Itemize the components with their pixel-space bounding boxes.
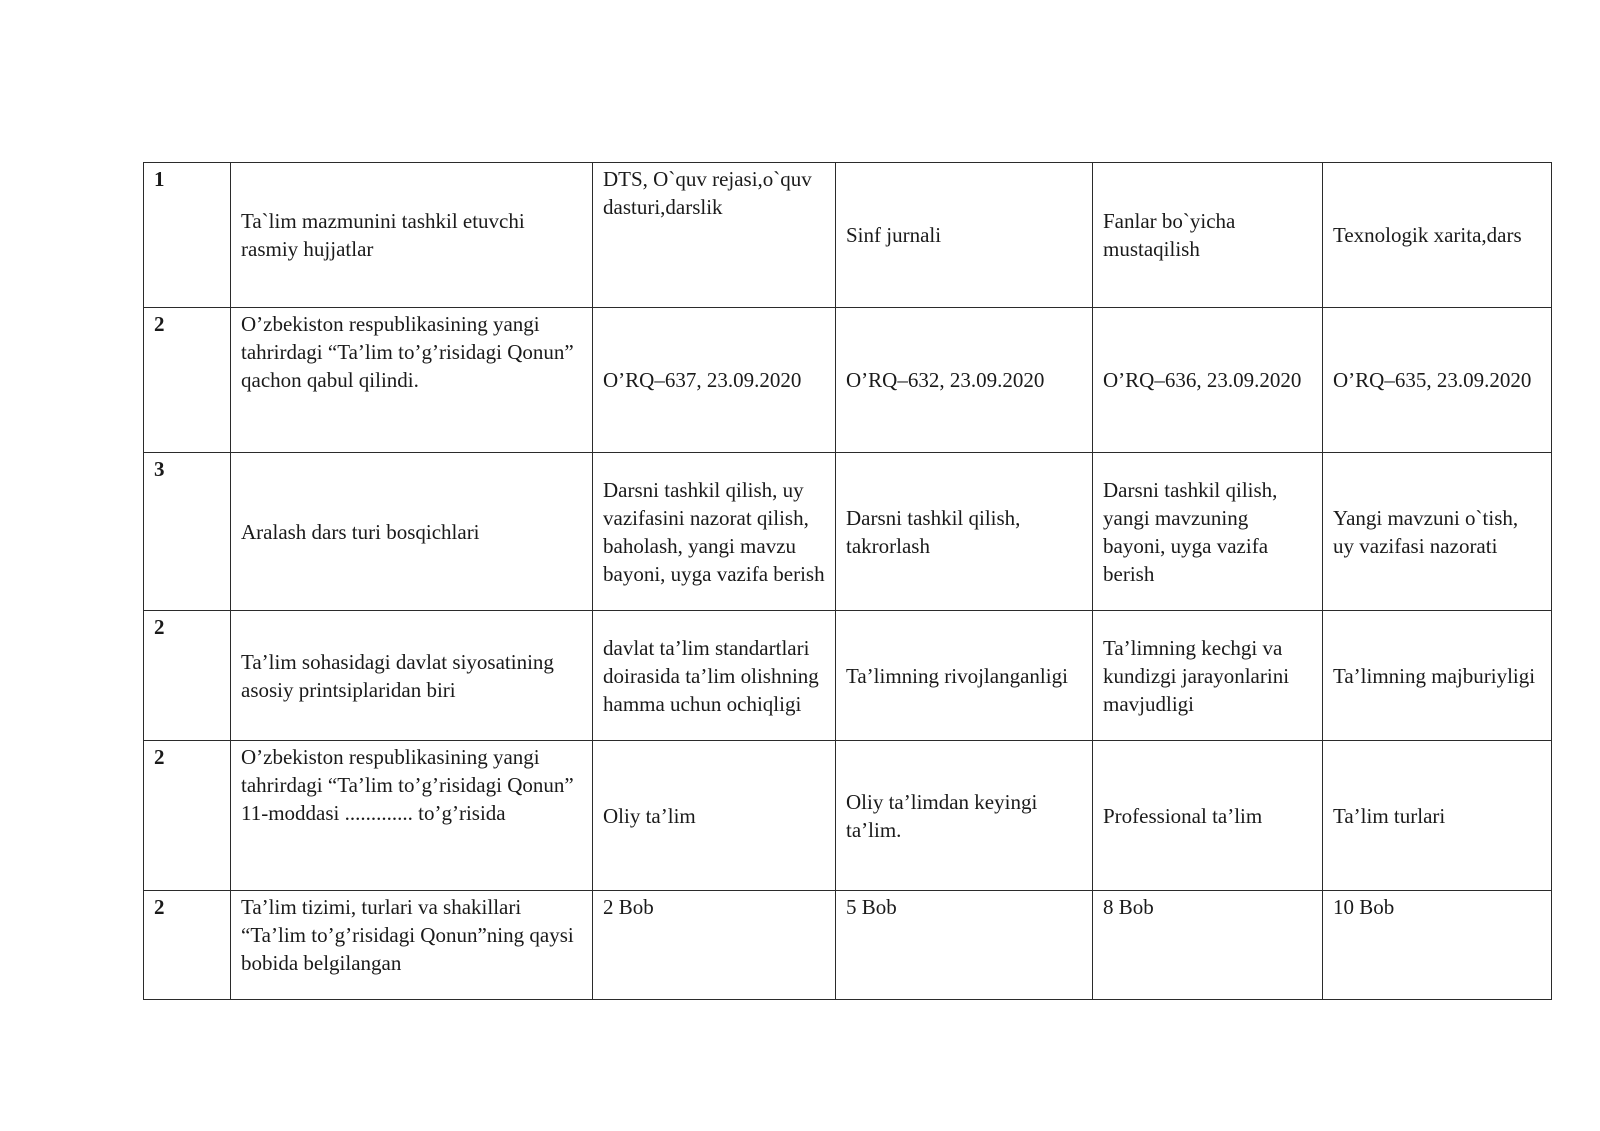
table-row	[144, 741, 1552, 891]
answer-option-b: 5 Bob	[836, 891, 1093, 1000]
answer-option-d: 10 Bob	[1323, 891, 1552, 1000]
answer-option-b: Oliy ta’limdan keyingi ta’lim.	[836, 741, 1093, 891]
answer-option-c: O’RQ–636, 23.09.2020	[1093, 308, 1323, 453]
quiz-table	[143, 162, 1552, 1000]
answer-option-a: davlat ta’lim standartlari doirasida ta’lim olishning hamma uchun ochiqligi	[593, 611, 836, 741]
answer-option-a: Oliy ta’lim	[593, 741, 836, 891]
table-row	[144, 308, 1552, 453]
table-row	[144, 163, 1552, 308]
table-row	[144, 891, 1552, 1000]
answer-option-a: 2 Bob	[593, 891, 836, 1000]
answer-option-a: O’RQ–637, 23.09.2020	[593, 308, 836, 453]
answer-option-d: O’RQ–635, 23.09.2020	[1323, 308, 1552, 453]
answer-option-b: Darsni tashkil qilish, takrorlash	[836, 453, 1093, 611]
answer-option-d: Texnologik xarita,dars	[1323, 163, 1552, 308]
answer-option-d: Yangi mavzuni o`tish, uy vazifasi nazorati	[1323, 453, 1552, 611]
answer-option-c: Fanlar bo`yicha mustaqilish	[1093, 163, 1323, 308]
question-text: Ta’lim sohasidagi davlat siyosatining asosiy printsiplaridan biri	[231, 611, 593, 741]
answer-option-c: 8 Bob	[1093, 891, 1323, 1000]
question-text: O’zbekiston respublikasining yangi tahrirdagi “Ta’lim to’g’risidagi Qonun” qachon qabul qilindi.	[231, 308, 593, 453]
answer-option-c: Darsni tashkil qilish, yangi mavzuning bayoni, uyga vazifa berish	[1093, 453, 1323, 611]
question-number: 2	[144, 891, 231, 1000]
answer-option-d: Ta’lim turlari	[1323, 741, 1552, 891]
table-row	[144, 611, 1552, 741]
answer-option-c: Professional ta’lim	[1093, 741, 1323, 891]
answer-option-c: Ta’limning kechgi va kundizgi jarayonlarini mavjudligi	[1093, 611, 1323, 741]
answer-option-d: Ta’limning majburiyligi	[1323, 611, 1552, 741]
answer-option-a: DTS, O`quv rejasi,o`quv dasturi,darslik	[593, 163, 836, 308]
answer-option-b: Sinf jurnali	[836, 163, 1093, 308]
answer-option-b: Ta’limning rivojlanganligi	[836, 611, 1093, 741]
question-number: 2	[144, 741, 231, 891]
question-text: Aralash dars turi bosqichlari	[231, 453, 593, 611]
question-number: 1	[144, 163, 231, 308]
question-number: 2	[144, 308, 231, 453]
question-text: O’zbekiston respublikasining yangi tahrirdagi “Ta’lim to’g’risidagi Qonun” 11-moddasi ............. to’g’risida	[231, 741, 593, 891]
question-number: 3	[144, 453, 231, 611]
table-row	[144, 453, 1552, 611]
question-number: 2	[144, 611, 231, 741]
answer-option-b: O’RQ–632, 23.09.2020	[836, 308, 1093, 453]
answer-option-a: Darsni tashkil qilish, uy vazifasini nazorat qilish, baholash, yangi mavzu bayoni, uyga vazifa berish	[593, 453, 836, 611]
question-text: Ta’lim tizimi, turlari va shakillari “Ta’lim to’g’risidagi Qonun”ning qaysi bobida belgilangan	[231, 891, 593, 1000]
question-text: Ta`lim mazmunini tashkil etuvchi rasmiy hujjatlar	[231, 163, 593, 308]
